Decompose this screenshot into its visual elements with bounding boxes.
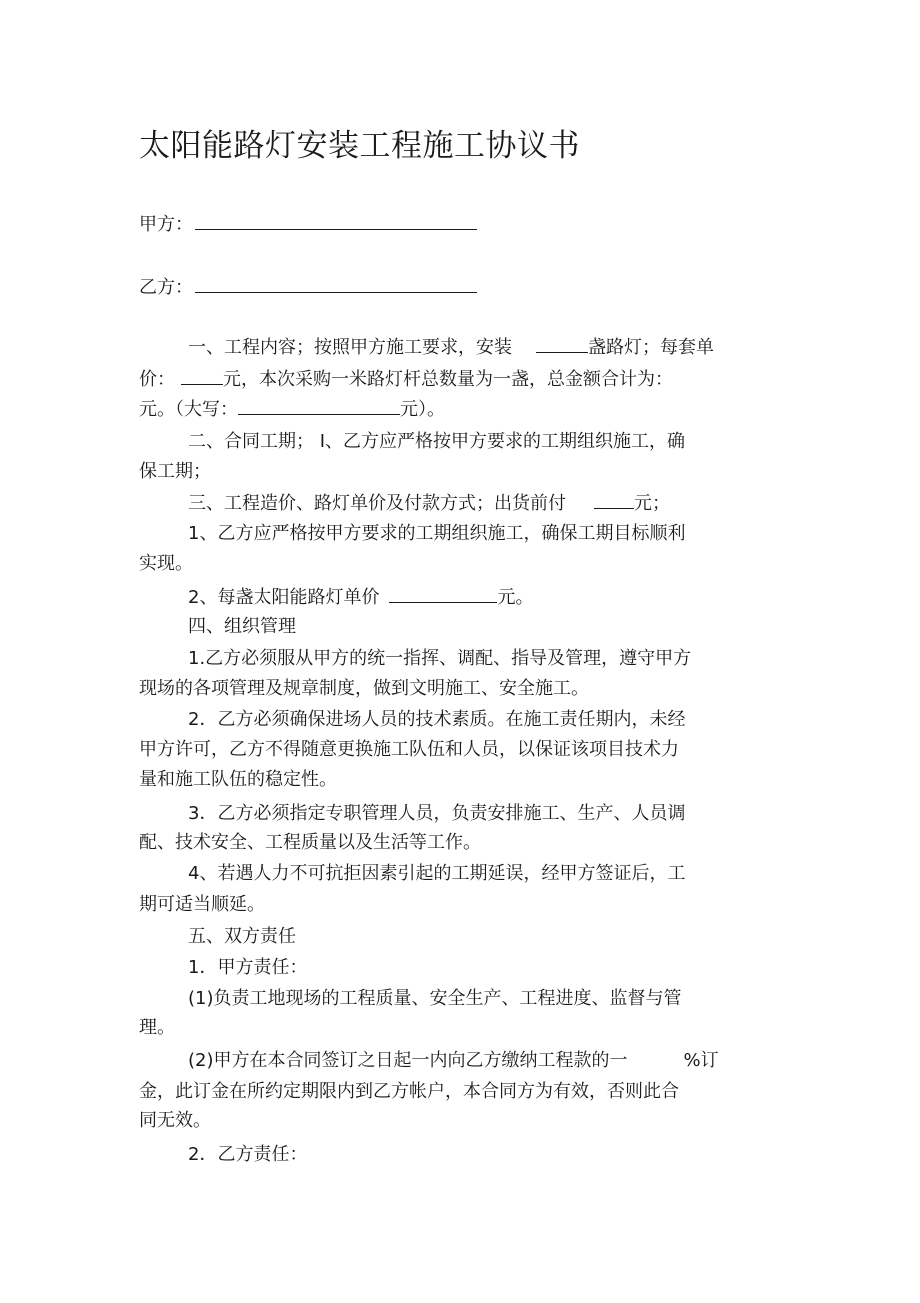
prepayment-blank xyxy=(594,492,634,509)
section1-text-a: 一、工程内容；按照甲方施工要求，安装 xyxy=(188,337,512,358)
section4-item2-line3: 量和施工队伍的稳定性。 xyxy=(139,769,337,790)
section1-text-b: 盏路灯；每套单 xyxy=(588,337,714,358)
party-a-duty1-line2: 理。 xyxy=(139,1017,175,1038)
party-a-label: 甲方： xyxy=(139,214,193,235)
section2-line1: 二、合同工期； I、乙方应严格按甲方要求的工期组织施工，确 xyxy=(188,431,686,452)
party-b-duties-heading: 2．乙方责任： xyxy=(188,1144,308,1165)
lamp-count-blank xyxy=(536,336,588,353)
party-a-duty2-line2: 金，此订金在所约定期限内到乙方帐户，本合同方为有效，否则此合 xyxy=(139,1081,679,1102)
section4-item2-line2: 甲方许可，乙方不得随意更换施工队伍和人员，以保证该项目技术力 xyxy=(139,739,679,760)
section1-text-d: 元，本次采购一米路灯杆总数量为一盏，总金额合计为： xyxy=(223,369,673,390)
section1-line1 xyxy=(188,336,714,360)
party-a-duty2-text-b: %订 xyxy=(683,1050,719,1071)
section3-item2-text-a: 2、每盏太阳能路灯单价 xyxy=(188,587,380,608)
party-a-duty2-line1 xyxy=(188,1049,719,1073)
section1-line2 xyxy=(139,368,673,392)
section4-heading: 四、组织管理 xyxy=(188,616,296,637)
section3-item2-text-b: 元。 xyxy=(497,587,534,608)
section5-heading: 五、双方责任 xyxy=(188,926,296,947)
section1-text-f: 元）。 xyxy=(400,399,445,420)
party-b-label: 乙方： xyxy=(139,277,193,298)
section4-item2-line1: 2．乙方必须确保进场人员的技术素质。在施工责任期内，未经 xyxy=(188,709,686,730)
party-a-duties-heading: 1．甲方责任： xyxy=(188,957,308,978)
party-a-duty2-text-a: (2)甲方在本合同签订之日起一内向乙方缴纳工程款的一 xyxy=(188,1050,628,1071)
section3-item1-line1: 1、乙方应严格按甲方要求的工期组织施工，确保工期目标顺利 xyxy=(188,523,686,544)
section4-item3-line2: 配、技术安全、工程质量以及生活等工作。 xyxy=(139,832,481,853)
party-a-duty1-line1: (1)负责工地现场的工程质量、安全生产、工程进度、监督与管 xyxy=(188,988,682,1009)
section3-text-a: 三、工程造价、路灯单价及付款方式；出货前付 xyxy=(188,493,566,514)
section3-item2 xyxy=(188,586,533,610)
party-a-row xyxy=(139,210,477,236)
section1-line3 xyxy=(139,398,445,422)
unit-price-blank xyxy=(181,368,223,385)
document-title: 太阳能路灯安装工程施工协议书 xyxy=(139,128,580,164)
section4-item1-line1: 1.乙方必须服从甲方的统一指挥、调配、指导及管理，遵守甲方 xyxy=(188,648,692,669)
amount-words-blank xyxy=(238,398,400,415)
section4-item3-line1: 3．乙方必须指定专职管理人员，负责安排施工、生产、人员调 xyxy=(188,803,686,824)
section4-item1-line2: 现场的各项管理及规章制度，做到文明施工、安全施工。 xyxy=(139,678,589,699)
party-b-row xyxy=(139,273,477,299)
section3-text-b: 元； xyxy=(634,493,670,514)
section4-item4-line1: 4、若遇人力不可抗拒因素引起的工期延误，经甲方签证后，工 xyxy=(188,863,686,884)
lamp-price-blank xyxy=(389,586,497,603)
section3-item1-line2: 实现。 xyxy=(139,553,193,574)
section3-line1 xyxy=(188,492,670,516)
party-a-duty2-line3: 同无效。 xyxy=(139,1110,211,1131)
party-b-blank xyxy=(195,291,477,293)
section2-line2: 保工期； xyxy=(139,461,211,482)
section4-item4-line2: 期可适当顺延。 xyxy=(139,894,265,915)
section1-text-e: 元。（大写： xyxy=(139,399,238,420)
party-a-blank xyxy=(195,228,477,230)
section1-text-c: 价： xyxy=(139,369,175,390)
